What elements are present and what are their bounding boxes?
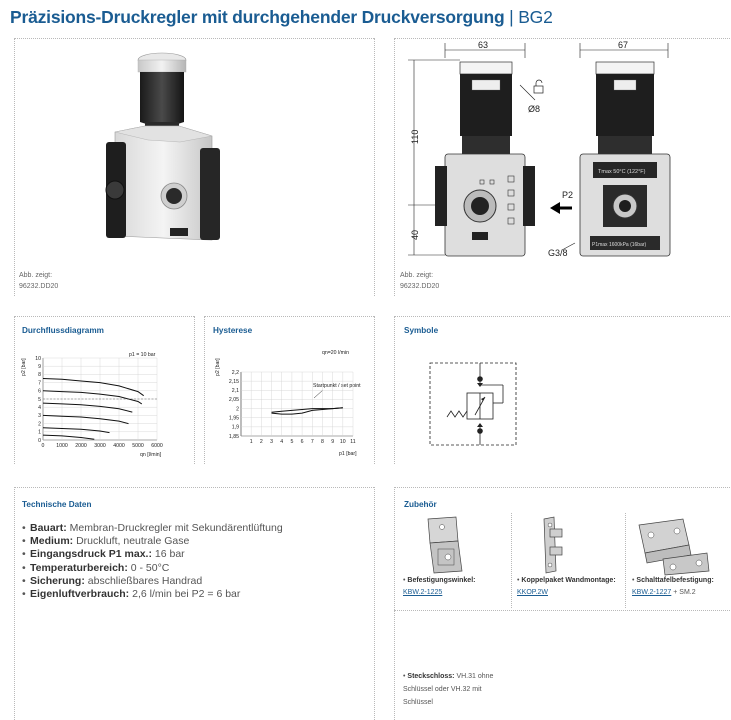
- accessory-item: • Befestigungswinkel: KBW.2-1225: [403, 577, 476, 596]
- y-tick-label: 2,05: [228, 397, 239, 404]
- frame-line: [394, 316, 395, 464]
- mounting-bracket-image: [418, 515, 468, 575]
- y-tick-label: 0: [38, 437, 41, 444]
- flow-chart-legend: p1 = 10 bar: [129, 352, 156, 358]
- y-tick-label: 1,95: [228, 415, 239, 422]
- caption-line: Abb. zeigt:: [19, 272, 53, 279]
- x-tick-label: 8: [321, 439, 324, 445]
- flow-chart-xlabel: qn [l/min]: [140, 452, 162, 458]
- x-tick-label: 7: [310, 439, 314, 445]
- annotation-leader: [314, 390, 323, 398]
- x-tick-label: 11: [350, 439, 356, 445]
- product-photo: [100, 50, 230, 255]
- x-tick-label: 1: [249, 439, 253, 445]
- frame-line: [14, 487, 374, 488]
- panel-mount-image: [633, 515, 713, 577]
- series-line: [43, 391, 142, 404]
- y-tick-label: 7: [38, 380, 41, 387]
- dim-height-bottom: 40: [410, 229, 420, 240]
- arrow-left-icon: [550, 202, 572, 214]
- x-tick-label: 5000: [132, 443, 144, 449]
- accessory-link[interactable]: KBW.2-1225: [403, 589, 443, 596]
- accessory-lock-label: Steckschloss:: [407, 673, 455, 680]
- thread-label: G3/8: [548, 248, 568, 258]
- flow-chart-heading: Durchflussdiagramm: [22, 326, 104, 335]
- y-tick-label: 4: [38, 405, 41, 411]
- caption-line: 96232.DD20: [19, 283, 59, 290]
- frame-line: [374, 38, 375, 296]
- frame-line: [394, 316, 730, 317]
- caption-line: 96232.DD20: [400, 283, 440, 290]
- tech-data-list: [22, 522, 283, 601]
- frame-line: [14, 316, 194, 317]
- y-tick-label: 2,1: [231, 388, 239, 395]
- y-tick-label: 2,2: [231, 369, 239, 376]
- tech-item-value: Membran-Druckregler mit Sekundärentlüftung: [66, 522, 283, 534]
- accessory-lock: • Steckschloss: VH.31 ohne Schlüssel oder VH.32 mit Schlüssel: [403, 673, 494, 706]
- title-code: BG2: [518, 7, 553, 27]
- tech-item-value: 2,6 l/min bei P2 = 6 bar: [129, 588, 241, 601]
- y-tick-label: 2: [38, 421, 41, 428]
- x-tick-label: 10: [339, 439, 346, 445]
- pressure-regulator-symbol: [425, 355, 525, 455]
- frame-line: [394, 487, 730, 488]
- y-tick-label: 1: [38, 429, 41, 436]
- flow-chart-ylabel: p2 [bar]: [21, 358, 27, 376]
- dimension-drawing: [400, 40, 700, 265]
- tech-item: • Bauart: Membran-Druckregler mit Sekundärentlüftung: [22, 522, 283, 534]
- tech-item-label: Sicherung:: [30, 574, 85, 587]
- frame-line: [14, 38, 15, 296]
- caption-line: Abb. zeigt:: [400, 272, 434, 279]
- y-tick-label: 9: [38, 364, 41, 370]
- flow-chart: [15, 340, 193, 465]
- frame-line: [204, 316, 374, 317]
- accessory-item: • Schalttafelbefestigung: KBW.2-1227 + SM.2: [632, 577, 714, 596]
- y-tick-label: 1,9: [231, 424, 239, 431]
- frame-line: [511, 513, 512, 608]
- x-tick-label: 2000: [75, 443, 87, 449]
- series-line: [43, 435, 94, 439]
- frame-line: [14, 487, 15, 720]
- x-tick-label: 5: [290, 439, 294, 445]
- tech-data-heading: Technische Daten: [22, 500, 92, 509]
- frame-line: [394, 38, 730, 39]
- hysteresis-chart-legend: qn=20 l/min: [322, 350, 349, 356]
- hysteresis-chart-xlabel: p1 [bar]: [339, 451, 357, 457]
- tech-item-value: Druckluft, neutrale Gase: [73, 535, 190, 548]
- drawing-caption: [400, 270, 439, 292]
- accessory-item: • Koppelpaket Wandmontage: KKOP.2W: [517, 577, 616, 596]
- dim-knob-diameter: Ø8: [528, 104, 541, 114]
- y-tick-label: 6: [38, 388, 41, 395]
- x-tick-label: 6000: [151, 443, 163, 449]
- hysteresis-chart-heading: Hysterese: [213, 326, 253, 335]
- title-main: Präzisions-Druckregler mit durchgehender Druckversorgung: [10, 7, 505, 27]
- y-tick-label: 3: [38, 413, 41, 420]
- x-tick-label: 0: [41, 443, 45, 449]
- symbol-heading: Symbole: [404, 326, 439, 335]
- y-tick-label: 1,85: [228, 433, 239, 440]
- accessory-label: Schalttafelbefestigung:: [636, 577, 714, 584]
- accessory-link[interactable]: KBW.2-1227: [632, 589, 672, 596]
- x-tick-label: 3000: [94, 443, 106, 449]
- wall-mount-kit-image: [532, 515, 572, 575]
- dim-width-front: 63: [478, 40, 489, 50]
- accessory-label: Befestigungswinkel:: [407, 577, 476, 584]
- frame-line: [194, 316, 195, 464]
- frame-line: [374, 316, 375, 464]
- frame-line: [394, 38, 395, 296]
- accessory-extra: + SM.2: [671, 589, 696, 596]
- tech-item-value: 0 - 50°C: [127, 561, 170, 574]
- y-tick-label: 10: [35, 355, 41, 362]
- x-tick-label: 1000: [56, 443, 68, 449]
- lock-icon: [534, 80, 543, 93]
- tech-item-value: abschließbares Handrad: [84, 574, 203, 587]
- x-tick-label: 9: [331, 439, 335, 445]
- tech-item-label: Bauart:: [30, 522, 67, 534]
- dim-width-side: 67: [618, 40, 629, 50]
- y-tick-label: 5: [38, 396, 41, 403]
- x-tick-label: 2: [259, 439, 263, 445]
- tech-item: • Temperaturbereich: 0 - 50°C: [22, 561, 170, 574]
- accessories-heading: Zubehör: [404, 500, 437, 509]
- tech-item-label: Eingangsdruck P1 max.:: [30, 548, 152, 561]
- x-tick-label: 4: [280, 439, 284, 445]
- frame-line: [14, 38, 374, 39]
- dim-height-top: 110: [410, 129, 420, 144]
- tech-item: • Sicherung: abschließbares Handrad: [22, 574, 203, 587]
- tech-item-label: Eigenluftverbrauch:: [30, 588, 130, 601]
- tech-item: • Medium: Druckluft, neutrale Gase: [22, 535, 190, 548]
- frame-line: [374, 487, 375, 720]
- y-tick-label: 8: [38, 372, 41, 379]
- hysteresis-chart: [205, 340, 373, 465]
- accessory-lock-text: VH.31 ohne Schlüssel oder VH.32 mit Schlüssel: [403, 673, 494, 706]
- y-tick-label: 2,15: [228, 378, 239, 385]
- frame-line: [394, 487, 395, 720]
- tech-item-label: Medium:: [30, 535, 74, 548]
- accessory-link[interactable]: KKOP.2W: [517, 589, 548, 596]
- page-title: [10, 7, 553, 28]
- title-separator: |: [509, 7, 514, 27]
- photo-caption: [19, 270, 58, 292]
- hysteresis-chart-ylabel: p2 [bar]: [215, 358, 221, 376]
- tech-item-value: 16 bar: [151, 548, 185, 561]
- label-tmax: Tmax 50°C (122°F): [598, 169, 646, 175]
- label-p1max: P1max 1600kPa (16bar): [592, 242, 647, 248]
- x-tick-label: 6: [300, 439, 304, 445]
- y-tick-label: 2: [236, 406, 239, 413]
- series-line: [43, 415, 129, 423]
- tech-item-label: Temperaturbereich:: [30, 561, 128, 574]
- tech-item: • Eingangsdruck P1 max.: 16 bar: [22, 548, 185, 561]
- tech-item: • Eigenluftverbrauch: 2,6 l/min bei P2 = 6 bar: [22, 588, 241, 601]
- frame-line: [394, 610, 730, 611]
- x-tick-label: 4000: [113, 443, 125, 449]
- accessory-label: Koppelpaket Wandmontage:: [521, 577, 616, 584]
- hysteresis-annotation: Startpunkt / set point: [313, 383, 361, 389]
- port-label-p2: P2: [562, 190, 574, 200]
- x-tick-label: 3: [270, 439, 273, 445]
